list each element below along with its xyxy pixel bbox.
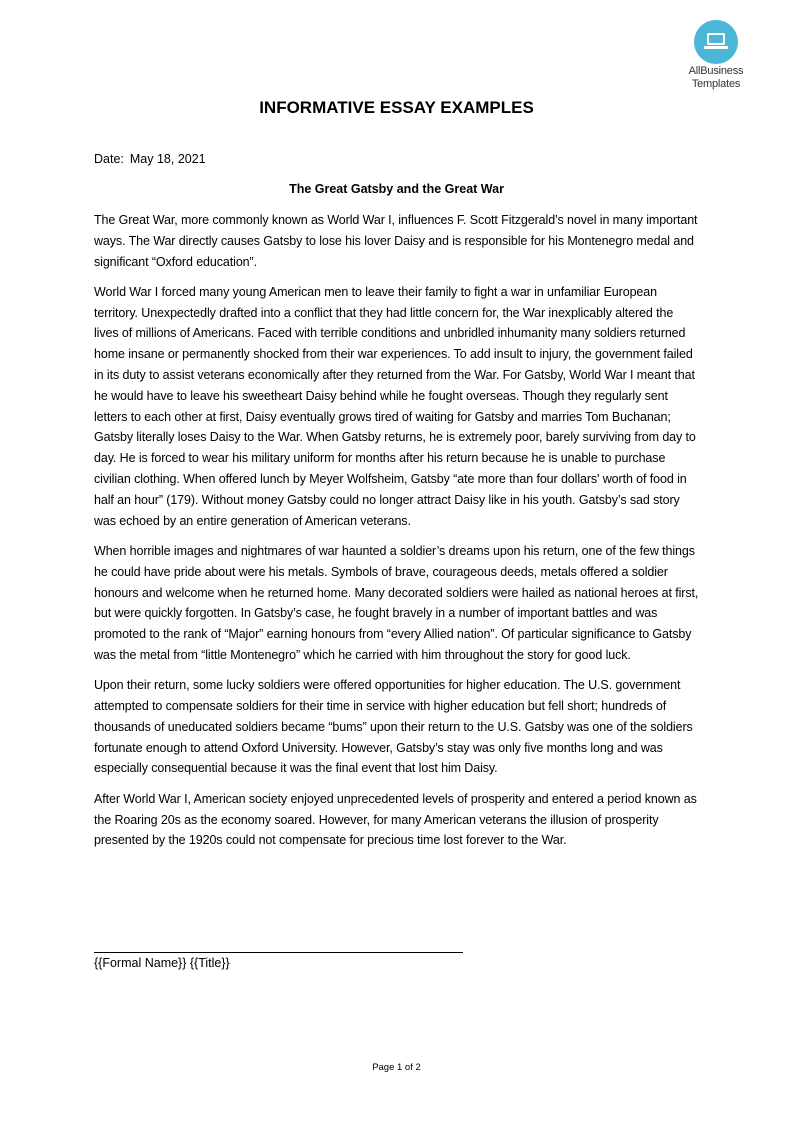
- paragraph-4: Upon their return, some lucky soldiers were offered opportunities for higher education. The U.S. government attempted to compensate soldiers for their time in service with higher education but fell short; hundreds of thousands of uneducated soldiers became “bums” upon their return to the U.S. Gatsby was one of the soldiers fortunate enough to attend Oxford University. However, Gatsby’s stay was only five months long and was especially consequential because it was the final event that lost him Daisy.: [94, 678, 693, 776]
- logo-text-line1: AllBusiness: [688, 65, 744, 77]
- laptop-icon: [694, 20, 738, 64]
- logo-text-line2: Templates: [691, 78, 741, 90]
- date-value: May 18, 2021: [129, 152, 206, 166]
- date-label: Date:: [94, 152, 124, 166]
- allbusiness-templates-logo: [676, 20, 756, 90]
- essay-body: [94, 210, 700, 861]
- date-line: [94, 152, 206, 166]
- paragraph-5: After World War I, American society enjoyed unprecedented levels of prosperity and entered a period known as the Roaring 20s as the economy soared. However, for many American veterans the illusion of prosperity presented by the 1920s could not compensate for precious time lost forever to the War.: [94, 791, 697, 848]
- paragraph-1: The Great War, more commonly known as World War I, influences F. Scott Fitzgerald’s novel in many important ways. The War directly causes Gatsby to lose his lover Daisy and is responsible for his Montenegro medal and significant “Oxford education”.: [94, 213, 698, 269]
- page-footer: Page 1 of 2: [372, 1062, 421, 1073]
- signature-placeholder: {{Formal Name}} {{Title}}: [94, 956, 230, 970]
- essay-title: The Great Gatsby and the Great War: [289, 182, 504, 196]
- paragraph-3: When horrible images and nightmares of war haunted a soldier’s dreams upon his return, one of the few things he could have pride about were his metals. Symbols of brave, courageous deeds, metals offered a soldier honours and welcome when he returned home. Many decorated soldiers were hailed as national heroes at first, but were quickly forgotten. In Gatsby’s case, he fought bravely in a number of important battles and was promoted to the rank of “Major” earning honours from “every Allied nation”. Of particular significance to Gatsby was the metal from “little Montenegro” which he carried with him throughout the story for good luck.: [94, 543, 699, 662]
- paragraph-2: World War I forced many young American men to leave their family to fight a war in unfamiliar European territory. Unexpectedly drafted into a conflict that they had little concern for, the War inexplicably altered the lives of millions of Americans. Faced with terrible conditions and unbridled inhumanity many soldiers returned home insane or permanently shocked from their war experiences. To add insult to injury, the government failed in its duty to assist veterans economically after they returned from the War. For Gatsby, World War I meant that he would have to leave his sweetheart Daisy behind while he fought overseas. Though they regularly sent letters to each other at first, Daisy eventually grows tired of waiting for Gatsby and marries Tom Buchanan; Gatsby literally loses Daisy to the War. When Gatsby returns, he is extremely poor, barely surviving from day to day. He is forced to wear his military uniform for months after his return because he is unable to purchase civilian clothing. When offered lunch by Meyer Wolfsheim, Gatsby “ate more than four dollars' worth of food in half an hour” (179). Without money Gatsby could no longer attract Daisy like in his youth. Gatsby’s sad story was echoed by an entire generation of American veterans.: [94, 284, 696, 528]
- document-title: INFORMATIVE ESSAY EXAMPLES: [259, 98, 534, 117]
- signature-line: [94, 952, 463, 953]
